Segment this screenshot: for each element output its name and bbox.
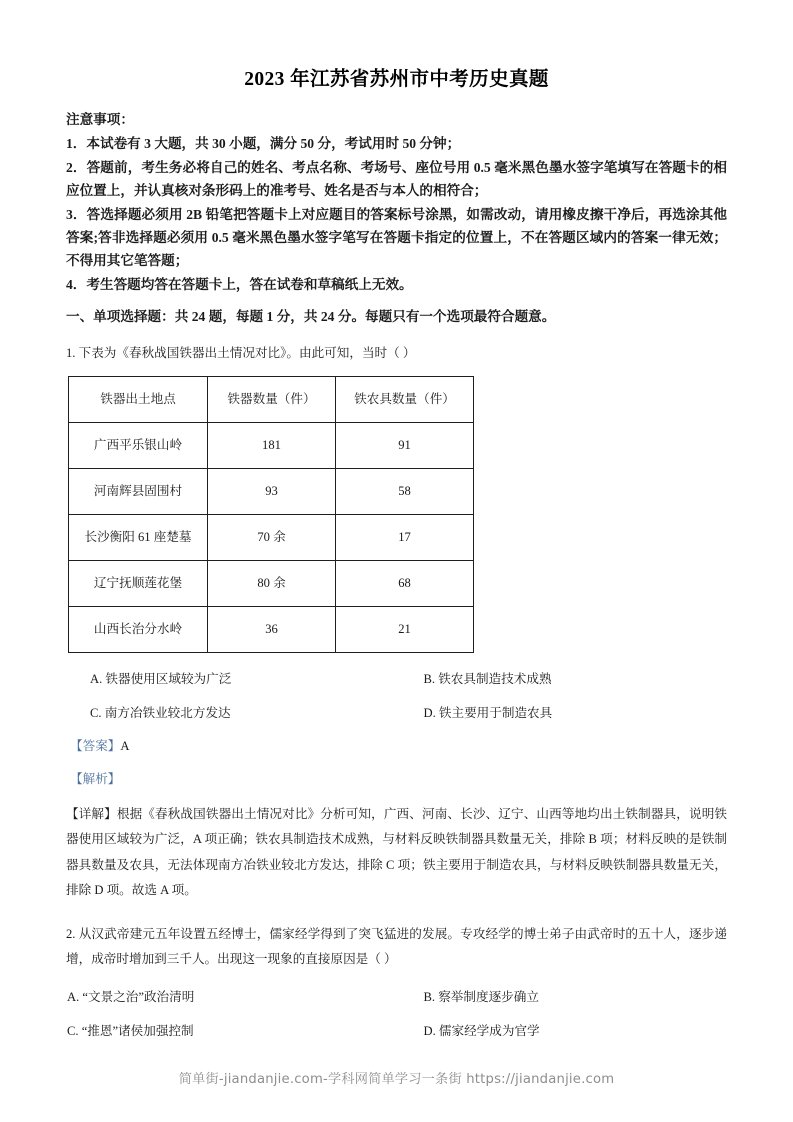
option-row-ab xyxy=(66,671,727,688)
notice-item-1: 1．本试卷有 3 大题，共 30 小题，满分 50 分，考试用时 50 分钟； xyxy=(66,136,461,152)
question-2-stem: 2. 从汉武帝建元五年设置五经博士，儒家经学得到了突飞猛进的发展。专攻经学的博士弟子由武帝时的五十人，逐步递增，成帝时增加到三千人。出现这一现象的直接原因是（ ） xyxy=(66,926,727,966)
question-1-option-d[interactable]: D. 铁主要用于制造农具 xyxy=(423,705,553,720)
answer-label: 【答案】 xyxy=(70,738,121,753)
notice-heading: 注意事项： xyxy=(66,112,134,128)
question-1-detail: 【详解】根据《春秋战国铁器出土情况对比》分析可知，广西、河南、长沙、辽宁、山西等地均出土铁制器具，说明铁器使用区域较为广泛，A 项正确；铁农具制造技术成熟，与材料反映铁制器具数量无关，排除 B 项；材料反映的是铁制器具数量及农具，无法体现南方冶铁业较北方发达，排除 C 项；铁主要用于制造农具，与材料反映铁制器具数量无关，排除 D 项。故选 A 项。 xyxy=(66,807,727,897)
question-2-option-c[interactable]: C. “推恩”诸侯加强控制 xyxy=(67,1024,194,1039)
table-cell-location: 河南辉县固围村 xyxy=(69,468,208,514)
table-row xyxy=(69,606,474,652)
iron-artifact-table xyxy=(68,376,474,653)
question-1-analysis-line xyxy=(70,769,727,789)
question-2-options xyxy=(66,989,727,1040)
option-row-cd xyxy=(66,1023,727,1040)
question-2-block xyxy=(66,922,727,1040)
question-2-option-a[interactable]: A. “文景之治”政治清明 xyxy=(67,990,195,1005)
notice-block xyxy=(66,109,727,296)
table-cell-farm-tool-count: 68 xyxy=(336,560,474,606)
question-1-option-b[interactable]: B. 铁农具制造技术成熟 xyxy=(423,671,552,686)
table-cell-iron-count: 70 余 xyxy=(208,514,336,560)
notice-item-4: 4．考生答题均答在答题卡上，答在试卷和草稿纸上无效。 xyxy=(66,276,413,292)
table-cell-farm-tool-count: 58 xyxy=(336,468,474,514)
section-heading-multiple-choice: 一、单项选择题：共 24 题，每题 1 分，共 24 分。每题只有一个选项最符合题意。 xyxy=(66,309,556,325)
analysis-label: 【解析】 xyxy=(70,772,121,787)
footer-watermark: 简单街-jiandanjie.com-学科网简单学习一条街 https://jiandanjie.com xyxy=(178,1072,615,1087)
question-1-option-a[interactable]: A. 铁器使用区域较为广泛 xyxy=(90,671,232,686)
table-cell-iron-count: 181 xyxy=(208,422,336,468)
option-row-ab xyxy=(66,989,727,1006)
table-row xyxy=(69,422,474,468)
table-header-cell: 铁农具数量（件） xyxy=(336,376,474,422)
question-1-options xyxy=(66,671,727,722)
table-cell-iron-count: 36 xyxy=(208,606,336,652)
question-2-option-b[interactable]: B. 察举制度逐步确立 xyxy=(423,990,539,1005)
table-cell-location: 长沙衡阳 61 座楚墓 xyxy=(69,514,208,560)
table-row xyxy=(69,560,474,606)
table-row xyxy=(69,468,474,514)
table-row xyxy=(69,514,474,560)
table-cell-iron-count: 80 余 xyxy=(208,560,336,606)
question-1-answer-line xyxy=(70,736,727,756)
question-1-stem: 1. 下表为《春秋战国铁器出土情况对比》。由此可知，当时（ ） xyxy=(66,346,416,361)
table-cell-location: 辽宁抚顺莲花堡 xyxy=(69,560,208,606)
question-2-option-d[interactable]: D. 儒家经学成为官学 xyxy=(423,1024,540,1039)
table-header-cell: 铁器数量（件） xyxy=(208,376,336,422)
question-1-table-wrap xyxy=(68,376,727,653)
notice-item-2: 2．答题前，考生务必将自己的姓名、考点名称、考场号、座位号用 0.5 毫米黑色墨水签字笔填写在答题卡的相应位置上，并认真核对条形码上的准考号、姓名是否与本人的相符合； xyxy=(66,159,727,199)
table-cell-farm-tool-count: 21 xyxy=(336,606,474,652)
question-1-option-c[interactable]: C. 南方冶铁业较北方发达 xyxy=(90,705,231,720)
table-cell-location: 山西长治分水岭 xyxy=(69,606,208,652)
table-cell-location: 广西平乐银山岭 xyxy=(69,422,208,468)
notice-item-3: 3．答选择题必须用 2B 铅笔把答题卡上对应题目的答案标号涂黑，如需改动，请用橡皮擦干净后，再选涂其他答案;答非选择题必须用 0.5 毫米黑色墨水签字笔写在答题卡指定的位置上，不在答题区域内的答案一律无效；不得用其它笔答题； xyxy=(66,206,727,269)
answer-value: A xyxy=(120,738,130,753)
option-row-cd xyxy=(66,705,727,722)
table-header-row xyxy=(69,376,474,422)
page-title: 2023 年江苏省苏州市中考历史真题 xyxy=(244,69,549,90)
table-header-cell: 铁器出土地点 xyxy=(69,376,208,422)
table-cell-farm-tool-count: 91 xyxy=(336,422,474,468)
table-cell-iron-count: 93 xyxy=(208,468,336,514)
table-cell-farm-tool-count: 17 xyxy=(336,514,474,560)
